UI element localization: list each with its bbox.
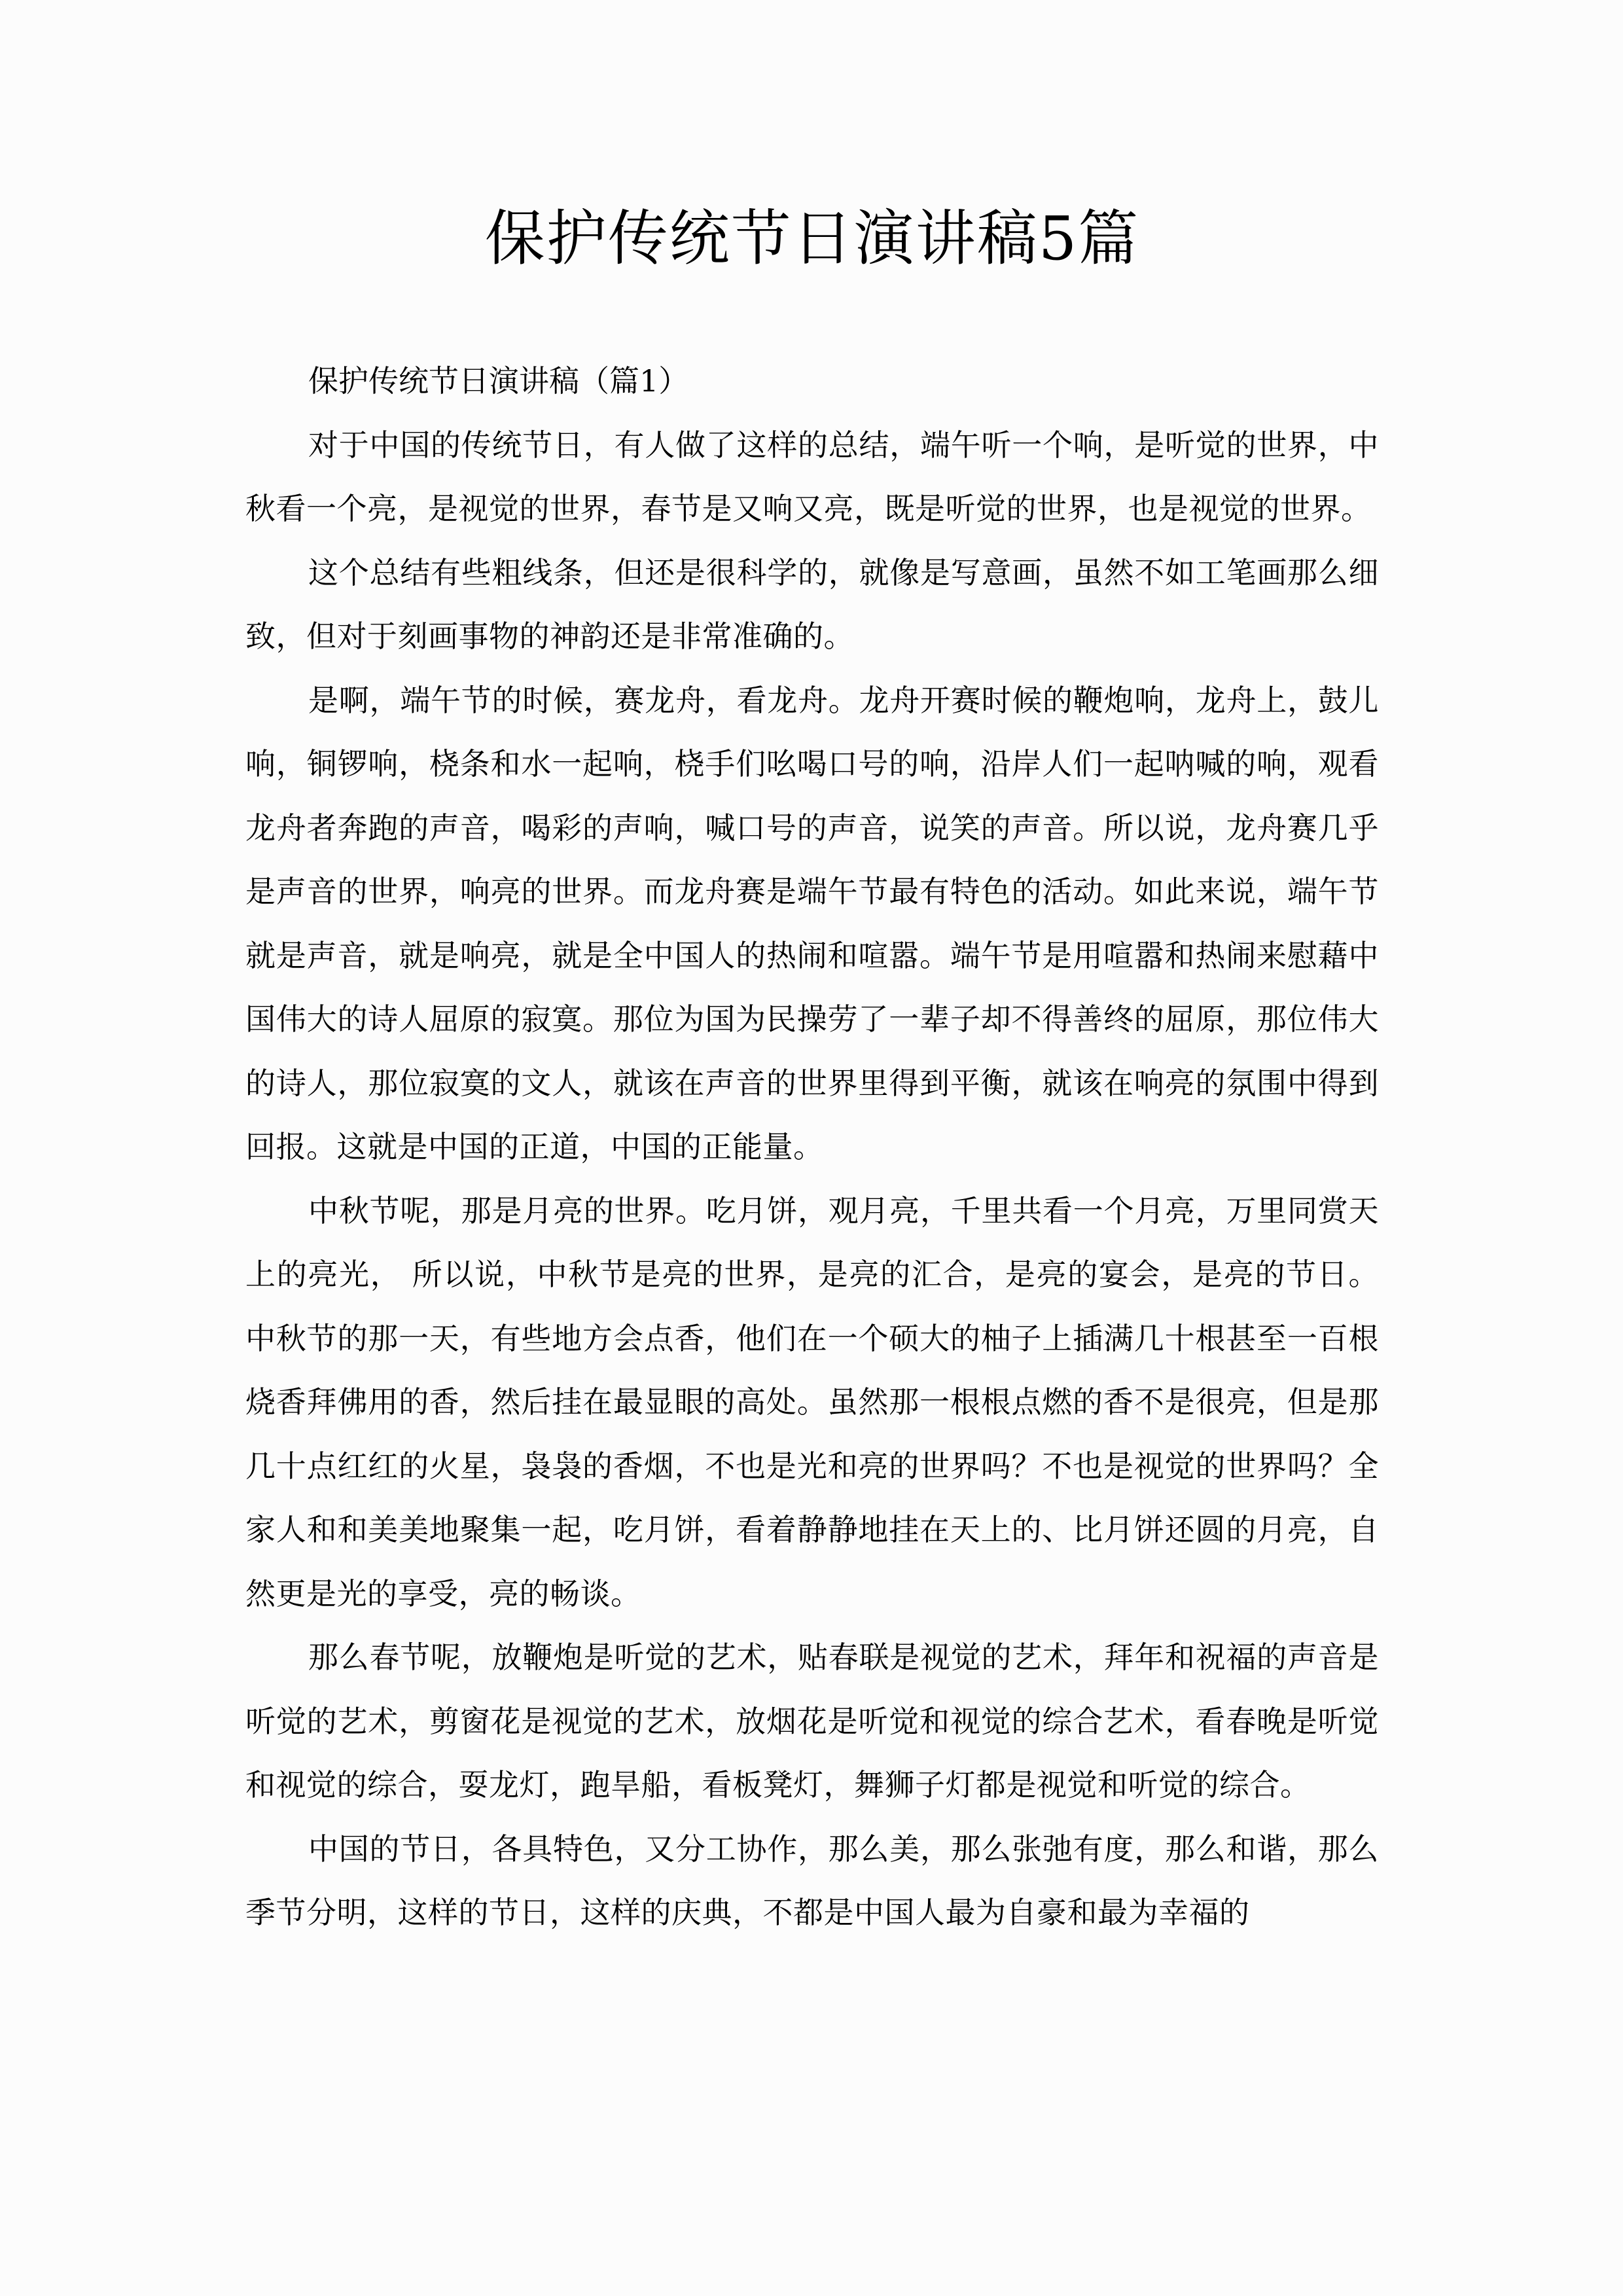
paragraph: 这个总结有些粗线条，但还是很科学的，就像是写意画，虽然不如工笔画那么细致，但对于刻画事物的神韵还是非常准确的。	[245, 554, 1379, 654]
paragraph: 中秋节呢，那是月亮的世界。吃月饼，观月亮，千里共看一个月亮，万里同赏天上的亮光， 所以说，中秋节是亮的世界，是亮的汇合，是亮的宴会，是亮的节日。中秋节的那一天，有些地方会点香，他们在一个硕大的柚子上插满几十根甚至一百根烧香拜佛用的香，然后挂在最显眼的高处。虽然那一根根点燃的香不是很亮，但是那几十点红红的火星，袅袅的香烟，不也是光和亮的世界吗？不也是视觉的世界吗？全家人和和美美地聚集一起，吃月饼，看着静静地挂在天上的、比月饼还圆的月亮，自然更是光的享受，亮的畅谈。	[245, 1193, 1379, 1611]
paragraph: 中国的节日，各具特色，又分工协作，那么美，那么张弛有度，那么和谐，那么季节分明，这样的节日，这样的庆典，不都是中国人最为自豪和最为幸福的	[245, 1831, 1379, 1930]
paragraph: 对于中国的传统节日，有人做了这样的总结，端午听一个响，是听觉的世界，中秋看一个亮，是视觉的世界，春节是又响又亮，既是听觉的世界，也是视觉的世界。	[245, 427, 1379, 526]
document-title: 保护传统节日演讲稿5篇	[484, 204, 1140, 274]
section-heading: 保护传统节日演讲稿（篇1）	[308, 363, 689, 399]
document-body	[245, 350, 1379, 1945]
paragraph: 那么春节呢，放鞭炮是听觉的艺术，贴春联是视觉的艺术，拜年和祝福的声音是听觉的艺术，剪窗花是视觉的艺术，放烟花是听觉和视觉的综合艺术，看春晚是听觉和视觉的综合，耍龙灯，跑旱船，看板凳灯，舞狮子灯都是视觉和听觉的综合。	[245, 1640, 1379, 1803]
paragraph: 是啊，端午节的时候，赛龙舟，看龙舟。龙舟开赛时候的鞭炮响，龙舟上，鼓儿响，铜锣响，桡条和水一起响，桡手们吆喝口号的响，沿岸人们一起呐喊的响，观看龙舟者奔跑的声音，喝彩的声响，喊口号的声音，说笑的声音。所以说，龙舟赛几乎是声音的世界，响亮的世界。而龙舟赛是端午节最有特色的活动。如此来说，端午节就是声音，就是响亮，就是全中国人的热闹和喧嚣。端午节是用喧嚣和热闹来慰藉中国伟大的诗人屈原的寂寞。那位为国为民操劳了一辈子却不得善终的屈原，那位伟大的诗人，那位寂寞的文人，就该在声音的世界里得到平衡，就该在响亮的氛围中得到回报。这就是中国的正道，中国的正能量。	[245, 682, 1379, 1164]
